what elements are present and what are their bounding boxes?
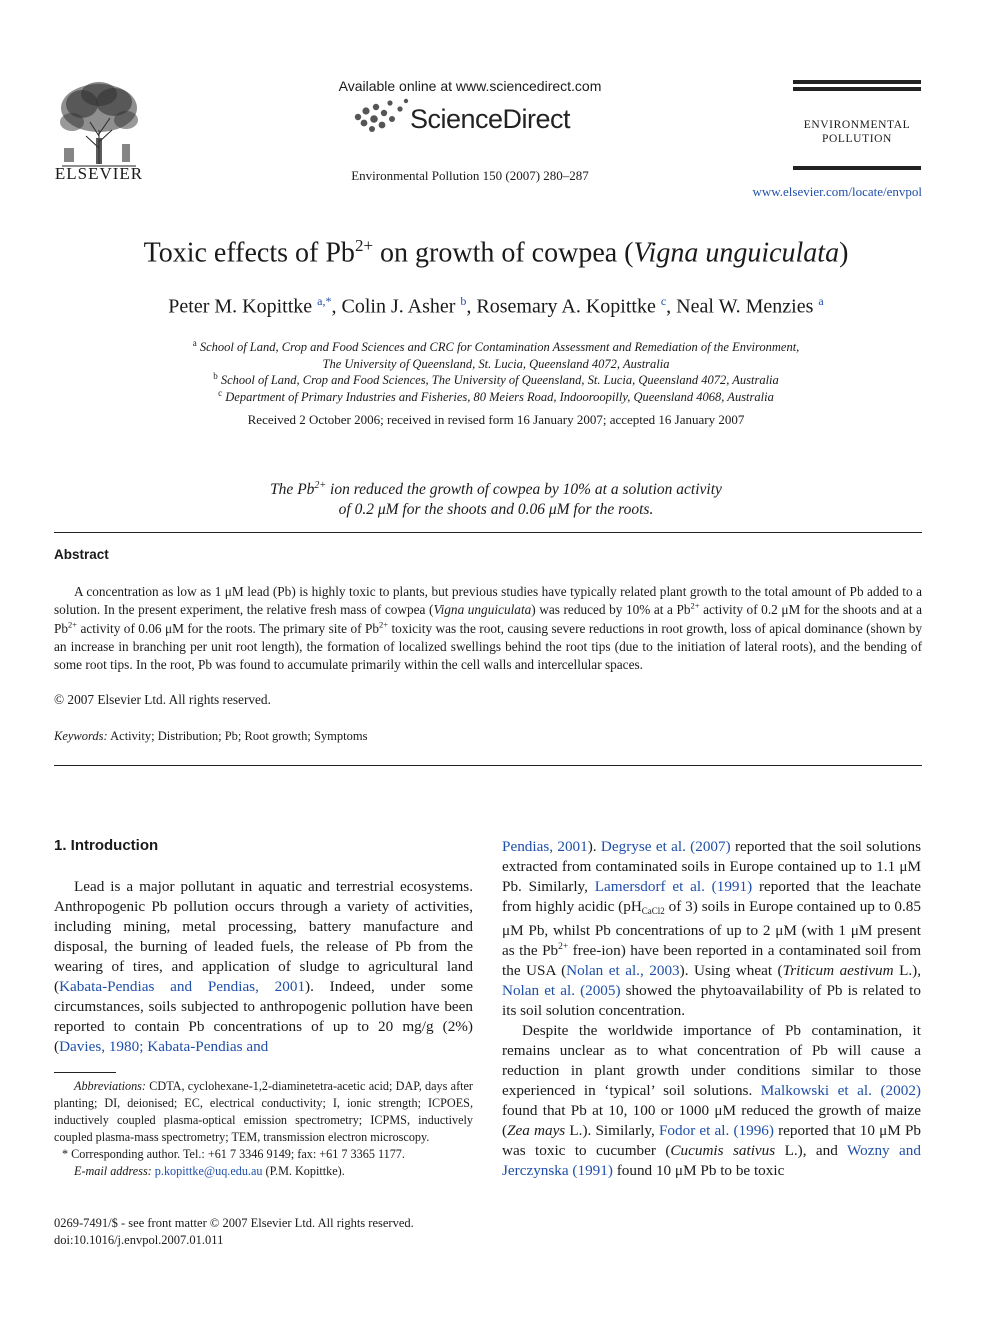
journal-name	[793, 118, 921, 146]
author-name: Neal W. Menzies	[676, 295, 814, 318]
highlight-text: of 0.2 μM for the shoots and 0.06 μM for the roots.	[338, 501, 654, 519]
abstract-body	[54, 583, 922, 674]
citation-link[interactable]: Malkowski et al. (2002)	[760, 1082, 921, 1099]
title-part: Toxic effects of Pb	[143, 237, 355, 269]
author-name: Rosemary A. Kopittke	[476, 295, 656, 318]
citation-link[interactable]: Kabata-Pendias and Pendias, 2001	[59, 978, 306, 995]
paragraph	[502, 837, 921, 1021]
footnotes	[54, 1078, 473, 1180]
journal-banner-bottom	[793, 166, 921, 173]
affiliation-a	[40, 335, 952, 372]
divider	[54, 765, 922, 766]
publisher-name: ELSEVIER	[54, 164, 144, 183]
abstract-heading: Abstract	[54, 547, 109, 562]
affiliation-marker: a	[192, 338, 197, 348]
author-affiliation-marker[interactable]: a	[818, 294, 824, 308]
banner-rule	[793, 166, 921, 170]
journal-name-line2: POLLUTION	[822, 133, 892, 145]
affiliation-text: School of Land, Crop and Food Sciences and CRC for Contamination Assessment and Remediation of the Environment,	[199, 340, 800, 355]
author-affiliation-marker[interactable]: b	[460, 294, 467, 308]
citation-link[interactable]: Lamersdorf et al. (1991)	[594, 878, 753, 895]
body-text: found 10 μM Pb to be toxic	[612, 1162, 785, 1179]
article-highlight	[200, 476, 792, 520]
corresponding-author-footnote: * Corresponding author. Tel.: +61 7 3346 9149; fax: +61 7 3365 1177.	[62, 1147, 405, 1161]
body-text: found that Pb at 10, 100 or 1000 μM reduced the growth of maize (	[502, 1102, 921, 1139]
footnote-text: (P.M. Kopittke).	[262, 1164, 345, 1178]
species-name: Triticum aestivum	[782, 962, 894, 979]
banner-rule	[793, 87, 921, 91]
species-name: Zea mays	[507, 1122, 566, 1139]
affiliation-text: Department of Primary Industries and Fisheries, 80 Meiers Road, Indooroopilly, Queensland 4068, Australia	[225, 390, 774, 405]
superscript: 2+	[558, 941, 569, 952]
body-text: ). Indeed, under some circumstances, soils subjected to anthropogenic pollution have been reported to contain Pb concentrations of up to 20 mg/g (2%) (	[54, 978, 473, 1055]
body-text: ).	[587, 838, 601, 855]
body-text: reported that 10 μM Pb was toxic to cucumber (	[502, 1122, 921, 1159]
author-name: Peter M. Kopittke	[168, 295, 313, 318]
abstract-text: ) was reduced by 10% at a Pb	[531, 602, 691, 618]
affiliation-text: School of Land, Crop and Food Sciences, The University of Queensland, St. Lucia, Queensland 4072, Australia	[220, 373, 779, 388]
author-separator: ,	[666, 295, 677, 318]
abstract-copyright: © 2007 Elsevier Ltd. All rights reserved.	[54, 692, 271, 707]
affiliation-marker: b	[213, 371, 218, 381]
citation-link[interactable]: Davies, 1980; Kabata-Pendias and	[59, 1038, 269, 1055]
journal-url-link[interactable]: www.elsevier.com/locate/envpol	[752, 184, 922, 199]
keywords	[54, 729, 367, 744]
abbreviations-footnote	[54, 1078, 473, 1146]
author-name: Colin J. Asher	[341, 295, 456, 318]
divider	[54, 532, 922, 533]
abstract-text: A concentration as low as 1 μM lead (Pb) is highly toxic to plants, but previous studies have typically related plant growth to the total amount of Pb added to a solution. In the present experiment, the relative fresh mass of cowpea (	[54, 584, 922, 618]
body-text: L.), and	[775, 1142, 847, 1159]
sciencedirect-wordmark: ScienceDirect	[410, 104, 571, 134]
citation-link[interactable]: Degryse et al. (2007)	[600, 838, 731, 855]
title-superscript: 2+	[354, 236, 374, 255]
article-title	[40, 236, 952, 269]
journal-banner-top	[793, 80, 921, 94]
abstract-text: activity of 0.2 μM for the shoots and at a Pb	[54, 602, 923, 636]
journal-name-line1: ENVIRONMENTAL	[803, 119, 911, 131]
footnote-rule	[54, 1072, 116, 1073]
superscript: 2+	[68, 619, 78, 630]
highlight-text: The Pb	[270, 481, 315, 499]
subscript: CaCl2	[641, 906, 665, 916]
body-text: free-ion) have been reported in a contaminated soil from the USA (	[502, 942, 922, 979]
abstract-text: toxicity was the root, causing severe reductions in root growth, loss of apical dominance (shown by an increase in branching per unit root length), the formation of localized swellings behind the root tips (due to the initiation of lateral roots), and the bending of some root tips. In the root, Pb was found to accumulate primarily within the cell walls and intercellular spaces.	[54, 620, 922, 673]
paragraph	[54, 877, 473, 1057]
doi-line: doi:10.1016/j.envpol.2007.01.011	[54, 1233, 224, 1247]
section-heading: 1. Introduction	[54, 837, 159, 854]
author-affiliation-marker[interactable]: a,*	[317, 294, 332, 308]
highlight-text: ion reduced the growth of cowpea by 10% at a solution activity	[326, 481, 722, 499]
body-text: Lead is a major pollutant in aquatic and terrestrial ecosystems. Anthropogenic Pb pollution occurs through a variety of activities, including mining, metal processing, battery manufacture and disposal, the burning of leaded fuels, the release of Pb from the wearing of tires, and application of sludge to agricultural land (	[54, 878, 473, 995]
right-column	[502, 837, 921, 1181]
abstract-text: activity of 0.06 μM for the roots. The primary site of Pb	[77, 620, 380, 636]
superscript: 2+	[379, 619, 389, 630]
email-link[interactable]: p.kopittke@uq.edu.au	[154, 1164, 263, 1178]
author-affiliation-marker[interactable]: c	[660, 294, 667, 308]
footnote-label: Abbreviations:	[74, 1079, 146, 1093]
footnote-label: E-mail address:	[74, 1164, 152, 1178]
keywords-label: Keywords:	[54, 729, 108, 743]
affiliation-marker: c	[218, 388, 223, 398]
body-text: reported that the leachate from highly acidic (pH	[502, 878, 921, 915]
email-footnote	[54, 1163, 473, 1180]
front-matter	[54, 1215, 414, 1249]
keywords-list: Activity; Distribution; Pb; Root growth; Symptoms	[107, 729, 368, 743]
superscript: 2+	[690, 600, 700, 611]
affiliation-text: The University of Queensland, St. Lucia, Queensland 4072, Australia	[322, 356, 670, 371]
body-text: of 3) soils in Europe contained up to 0.85 μM Pb, whilst Pb concentrations of up to 2 μM (with 1 μM present as the Pb	[502, 898, 921, 959]
footnote-text: CDTA, cyclohexane-1,2-diaminetetra-acetic acid; DAP, days after planting; DI, deionised; EC, electrical conductivity; I, ionic strength; ICPOES, inductively coupled plasma-optical emission spectrometry; ICPMS, inductively coupled plasma-mass spectrometry; TEM, transmission electron microscopy.	[54, 1079, 473, 1144]
affiliation-c	[40, 385, 952, 406]
citation-link[interactable]: Nolan et al., 2003	[566, 962, 680, 979]
received-dates: Received 2 October 2006; received in revised form 16 January 2007; accepted 16 January 2007	[247, 412, 745, 427]
body-text: ). Using wheat (	[679, 962, 783, 979]
body-text: Despite the worldwide importance of Pb contamination, it remains unclear as to what concentration of Pb will cause a reduction in plant growth under conditions similar to those experienced in ‘typical’ soil solutions.	[502, 1022, 921, 1099]
citation-link[interactable]: Wozny and Jerczynska (1991)	[502, 1142, 921, 1179]
paragraph	[502, 1021, 921, 1181]
title-part: )	[839, 237, 849, 269]
citation-link[interactable]: Fodor et al. (1996)	[658, 1122, 774, 1139]
left-column	[54, 877, 473, 1057]
journal-citation: Environmental Pollution 150 (2007) 280–287	[351, 168, 589, 183]
body-text: L.),	[893, 962, 922, 979]
citation-link[interactable]: Nolan et al. (2005)	[502, 982, 621, 999]
body-text: reported that the soil solutions extracted from contaminated soils in Europe contained up to 1.1 μM Pb. Similarly,	[502, 838, 921, 895]
highlight-superscript: 2+	[314, 480, 327, 491]
title-part: on growth of cowpea (	[373, 237, 634, 269]
author-separator: ,	[466, 295, 477, 318]
author-list	[40, 294, 952, 319]
body-text: showed the phytoavailability of Pb is related to its soil solution concentration.	[502, 982, 921, 1019]
available-online-text: Available online at www.sciencedirect.com	[338, 78, 602, 94]
title-species: Vigna unguiculata	[633, 237, 840, 269]
species-name: Cucumis sativus	[670, 1142, 776, 1159]
body-text: L.). Similarly,	[565, 1122, 659, 1139]
issn-line: 0269-7491/$ - see front matter © 2007 Elsevier Ltd. All rights reserved.	[54, 1216, 414, 1230]
citation-link[interactable]: Pendias, 2001	[502, 838, 588, 855]
author-separator: ,	[331, 295, 342, 318]
species-name: Vigna unguiculata	[433, 602, 532, 618]
banner-rule	[793, 80, 921, 84]
